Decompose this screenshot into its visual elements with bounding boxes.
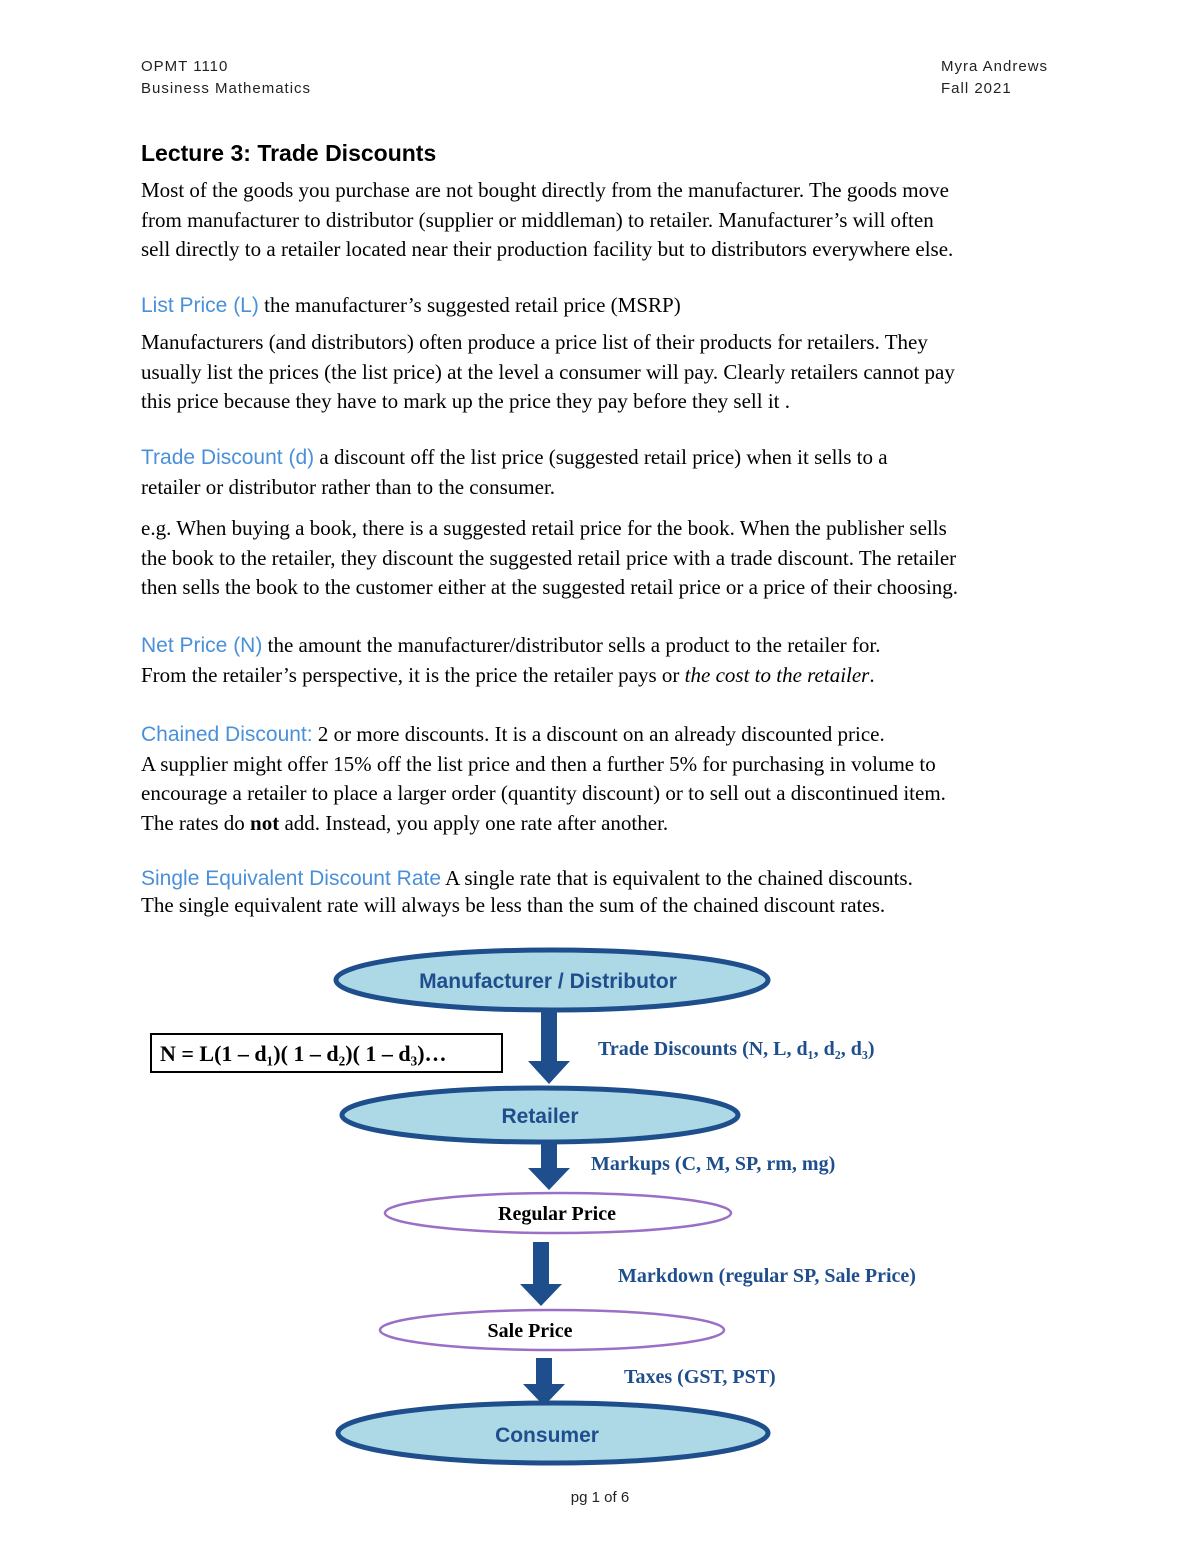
manufacturer-label: Manufacturer / Distributor <box>419 970 677 993</box>
chained-line4-a: The rates do <box>141 810 251 835</box>
arrow-down-3 <box>520 1242 562 1306</box>
list-price-line: this price because they have to mark up the price they pay before they sell it . <box>141 389 791 413</box>
chained-not: not <box>250 810 280 835</box>
list-price-line: usually list the prices (the list price) at the level a consumer will pay. Clearly retailers cannot pay <box>141 359 955 384</box>
markups-label: Markups (C, M, SP, rm, mg) <box>591 1153 836 1175</box>
page-number: pg 1 of 6 <box>570 1489 630 1506</box>
example-line: e.g. When buying a book, there is a suggested retail price for the book. When the publisher sells <box>141 516 947 540</box>
net-price-def: the amount the manufacturer/distributor sells a product to the retailer for. <box>262 633 881 657</box>
course-name: Business Mathematics <box>141 80 312 97</box>
single-equivalent-line2: The single equivalent rate will always be less than the sum of the chained discount rates. <box>141 893 886 917</box>
example-line: the book to the retailer, they discount the suggested retail price with a trade discount. The retailer <box>141 545 957 570</box>
arrow-down-4 <box>523 1358 565 1406</box>
retailer-label: Retailer <box>501 1105 579 1128</box>
arrow-down-1 <box>528 1005 570 1084</box>
net-price-emphasis: the cost to the retailer <box>684 662 870 687</box>
trade-discount-term: Trade Discount (d) <box>141 446 315 469</box>
list-price-def: the manufacturer’s suggested retail price (MSRP) <box>258 293 681 317</box>
net-price-line2: From the retailer’s perspective, it is the price the retailer pays or <box>141 662 685 687</box>
term-label: Fall 2021 <box>941 80 1012 97</box>
chained-line: encourage a retailer to place a larger order (quantity discount) or to sell out a discontinued item. <box>141 781 946 805</box>
consumer-label: Consumer <box>495 1424 599 1447</box>
chained-line: A supplier might offer 15% off the list price and then a further 5% for purchasing in volume to <box>141 751 936 776</box>
chained-discount-def: 2 or more discounts. It is a discount on an already discounted price. <box>312 722 885 746</box>
list-price-term: List Price (L) <box>141 294 259 317</box>
trade-discount-def: a discount off the list price (suggested retail price) when it sells to a <box>314 445 888 469</box>
instructor-name: Myra Andrews <box>941 58 1049 75</box>
chained-discount-term: Chained Discount: <box>141 723 313 746</box>
taxes-label: Taxes (GST, PST) <box>624 1366 776 1388</box>
markdown-label: Markdown (regular SP, Sale Price) <box>618 1265 916 1287</box>
sale-price-label: Sale Price <box>487 1320 573 1342</box>
page-title: Lecture 3: Trade Discounts <box>141 140 437 166</box>
intro-line: sell directly to a retailer located near their production facility but to distributors everywhere else. <box>141 237 954 261</box>
chained-line4-c: add. Instead, you apply one rate after another. <box>279 810 669 835</box>
formula-text: N = L(1 – d₁)( 1 – d₂)( 1 – d₃)… <box>160 1041 447 1066</box>
regular-price-label: Regular Price <box>498 1203 616 1225</box>
intro-line: Most of the goods you purchase are not bought directly from the manufacturer. The goods move <box>141 178 949 202</box>
net-price-term: Net Price (N) <box>141 634 263 657</box>
course-code: OPMT 1110 <box>141 58 229 75</box>
intro-line: from manufacturer to distributor (supplier or middleman) to retailer. Manufacturer’s will often <box>141 207 934 232</box>
net-price-period: . <box>869 662 875 687</box>
trade-discounts-label: Trade Discounts (N, L, d₁, d₂, d₃) <box>598 1038 875 1060</box>
example-line: then sells the book to the customer either at the suggested retail price or a price of their choosing. <box>141 575 958 599</box>
list-price-line: Manufacturers (and distributors) often produce a price list of their products for retailers. They <box>141 330 928 354</box>
single-equivalent-def: A single rate that is equivalent to the chained discounts. <box>441 866 913 890</box>
trade-discount-def2: retailer or distributor rather than to the consumer. <box>141 474 556 499</box>
arrow-down-2 <box>528 1140 570 1190</box>
single-equivalent-term: Single Equivalent Discount Rate <box>141 867 442 890</box>
